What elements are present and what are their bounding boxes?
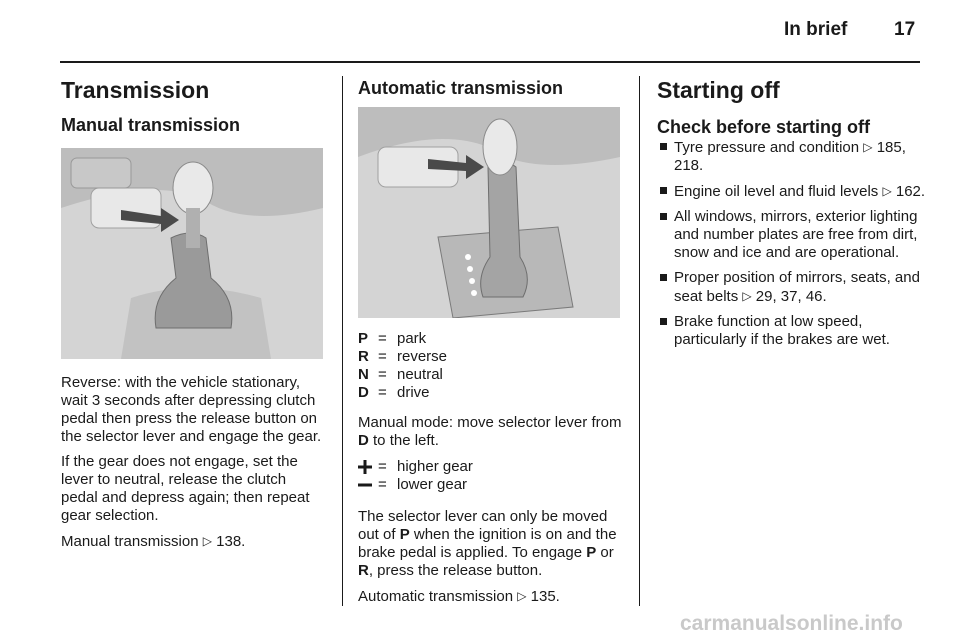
column-starting-off xyxy=(657,76,927,356)
manual-key-row: = lower gear xyxy=(358,476,626,494)
list-item: Brake function at low speed, particularly if the brakes are wet. xyxy=(657,313,927,349)
manual-mode-keys xyxy=(358,458,626,494)
position-row: P = park xyxy=(358,330,427,347)
heading-transmission: Transmission xyxy=(61,77,210,103)
column-divider-1 xyxy=(342,76,343,606)
page-number: 17 xyxy=(894,19,916,40)
xref-icon: ▷ xyxy=(202,534,212,548)
xref-icon: ▷ xyxy=(863,140,873,154)
heading-manual-transmission: Manual transmission xyxy=(61,115,241,135)
para-automatic-ref: Automatic transmission ▷ 135. xyxy=(358,588,560,605)
heading-automatic-transmission: Automatic transmission xyxy=(358,78,564,98)
automatic-selector-illustration xyxy=(358,107,620,318)
position-row: R = reverse xyxy=(358,348,448,365)
column-divider-2 xyxy=(639,76,640,606)
xref-icon: ▷ xyxy=(882,184,892,198)
para-selector-lever: The selector lever can only be moved out of P when the ignition is on and the brake pedal is applied. To engage P or R, press the release button. xyxy=(358,508,617,579)
list-item: Proper position of mirrors, seats, and seat belts ▷ 29, 37, 46. xyxy=(657,269,927,306)
list-item: Tyre pressure and condition ▷ 185, 218. xyxy=(657,138,927,175)
checklist xyxy=(657,138,927,349)
header-rule xyxy=(60,61,920,63)
heading-starting-off: Starting off xyxy=(657,77,780,103)
selector-positions xyxy=(358,330,626,402)
xref-icon: ▷ xyxy=(742,289,752,303)
column-manual-transmission xyxy=(61,76,326,558)
list-item: Engine oil level and fluid levels ▷ 162. xyxy=(657,182,927,201)
heading-check-before: Check before starting off xyxy=(657,117,871,137)
para-manual-mode: Manual mode: move selector lever from D to the left. xyxy=(358,414,622,449)
section-title: In brief xyxy=(784,19,848,40)
position-row: D = drive xyxy=(358,384,430,401)
list-item: All windows, mirrors, exterior lighting and number plates are free from dirt, snow and ice and are operational. xyxy=(657,208,927,262)
column-automatic-transmission xyxy=(358,76,626,613)
plus-icon xyxy=(358,458,378,476)
watermark: carmanualsonline.info xyxy=(680,612,903,635)
para-manual-ref: Manual transmission ▷ 138. xyxy=(61,533,246,550)
xref-icon: ▷ xyxy=(517,589,527,603)
para-reverse: Reverse: with the vehicle stationary, wait 3 seconds after depressing clutch pedal then press the release button on the selector lever and engage the gear. xyxy=(61,374,322,445)
minus-icon xyxy=(358,476,378,494)
para-gear-not-engage: If the gear does not engage, set the lever to neutral, release the clutch pedal and depress again; then repeat gear selection. xyxy=(61,453,310,524)
manual-key-row: = higher gear xyxy=(358,458,626,476)
position-row: N = neutral xyxy=(358,366,443,383)
manual-gear-lever-illustration xyxy=(61,148,323,359)
